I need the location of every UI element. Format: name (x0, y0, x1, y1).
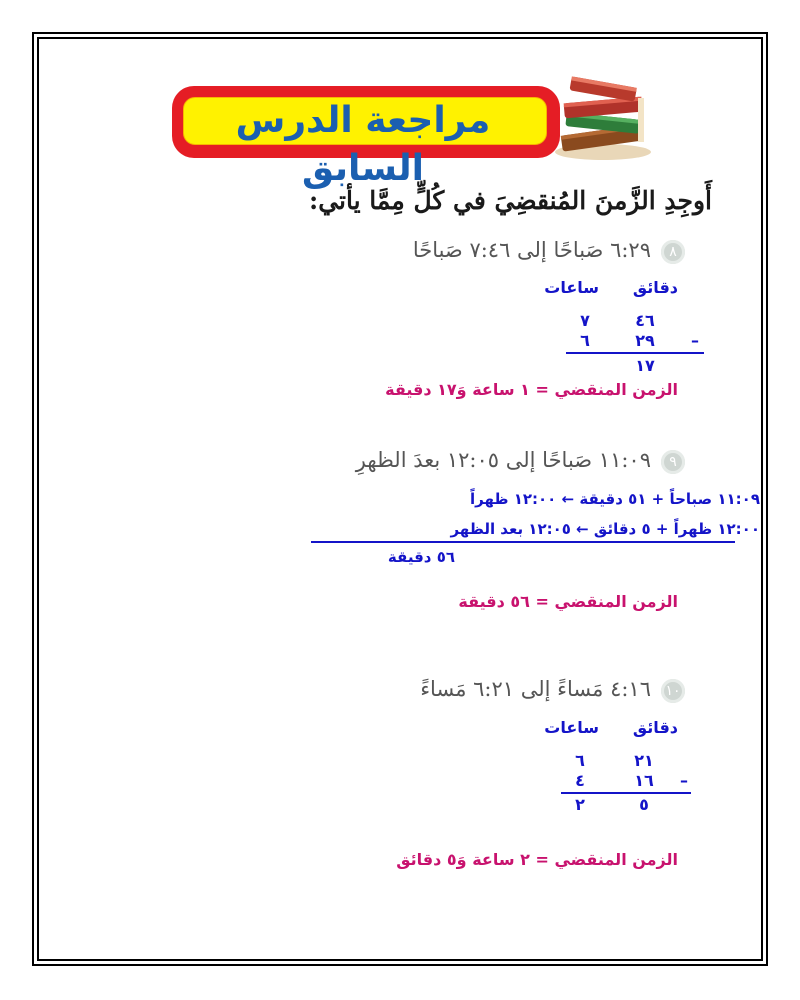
header-hours: ساعات (544, 278, 599, 297)
q9-step-1: ١١:٠٩ صباحاً + ٥١ دقيقة ← ١٢:٠٠ ظهراً (469, 490, 760, 508)
minutes-top: ٢١ (634, 751, 654, 770)
question-number-badge: ٩ (661, 450, 685, 474)
q9-step-2: ١٢:٠٠ ظهراً + ٥ دقائق ← ١٢:٠٥ بعد الظهر (450, 520, 760, 538)
sum-line (311, 541, 735, 543)
q9-result: الزمن المنقضي = ٥٦ دقيقة (458, 592, 678, 611)
question-number-badge: ٨ (661, 240, 685, 264)
minutes-result: ١٧ (635, 356, 655, 375)
q10-result: الزمن المنقضي = ٢ ساعة وَ٥ دقائق (396, 850, 678, 869)
question-9 (356, 448, 685, 474)
hours-top: ٦ (575, 751, 585, 770)
header-hours: ساعات (544, 718, 599, 737)
subtraction-line (561, 792, 691, 794)
minutes-result: ٥ (639, 795, 649, 814)
q9-total: ٥٦ دقيقة (387, 548, 455, 566)
minus-sign: – (680, 771, 688, 790)
q8-result: الزمن المنقضي = ١ ساعة وَ١٧ دقيقة (385, 380, 678, 399)
minutes-top: ٤٦ (635, 311, 655, 330)
question-10 (420, 677, 685, 703)
header-minutes: دقائق (632, 718, 678, 737)
hours-sub: ٦ (580, 331, 590, 350)
minutes-sub: ٢٩ (635, 331, 655, 350)
subtraction-line (566, 352, 704, 354)
hours-sub: ٤ (575, 771, 585, 790)
question-8 (413, 238, 685, 264)
hours-result: ٢ (575, 795, 585, 814)
minutes-sub: ١٦ (634, 771, 654, 790)
question-text: ٦:٢٩ صَباحًا إلى ٧:٤٦ صَباحًا (412, 238, 651, 262)
hours-top: ٧ (580, 311, 590, 330)
minus-sign: – (691, 331, 699, 350)
books-icon (548, 72, 658, 162)
question-text: ١١:٠٩ صَباحًا إلى ١٢:٠٥ بعدَ الظهرِ (355, 448, 651, 472)
banner-title: مراجعة الدرس السابق (235, 100, 491, 189)
question-number-badge: ١٠ (661, 679, 685, 703)
header-minutes: دقائق (632, 278, 678, 297)
question-text: ٤:١٦ مَساءً إلى ٦:٢١ مَساءً (420, 677, 651, 701)
exercise-heading: أَوجِدِ الزَّمنَ المُنقضِيَ في كُلٍّ مِمَّا يأتي: (308, 186, 712, 215)
